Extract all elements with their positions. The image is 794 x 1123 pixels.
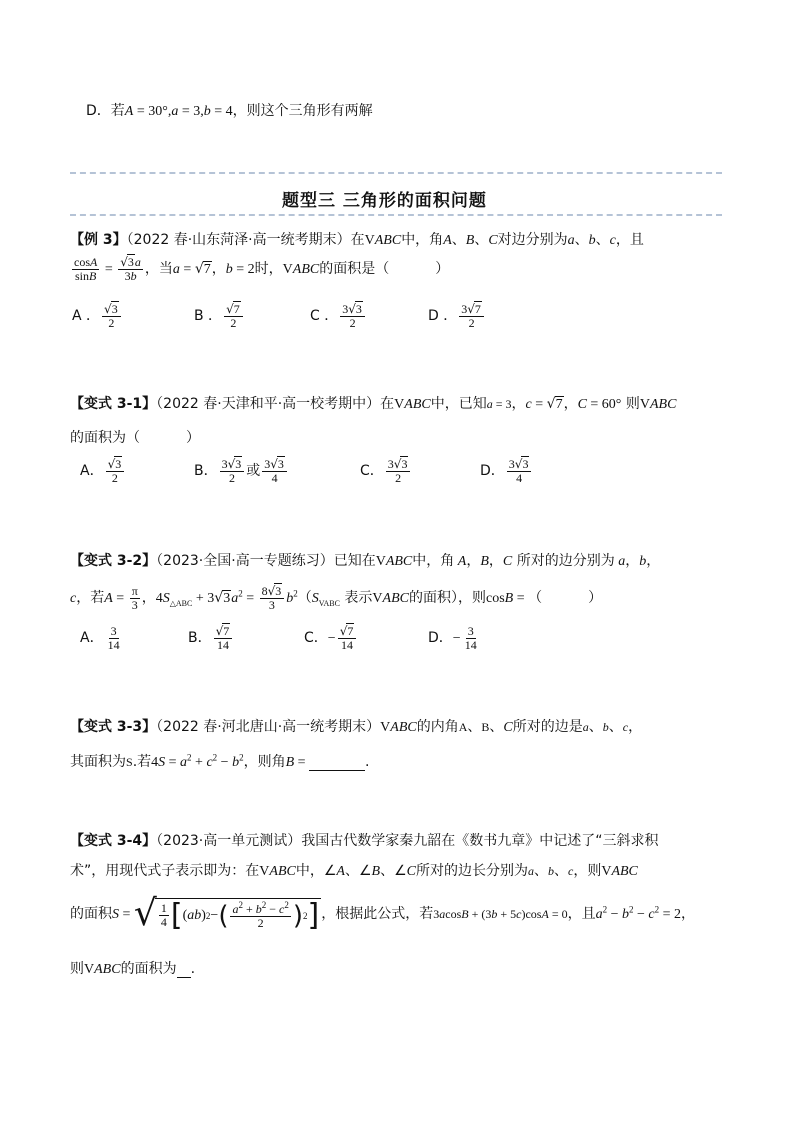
variant-3-2-line2: c，若A = $\frac{\pi}{3}$ ，$4S_{\triangle ABC} + 3√3a^2$ = $\frac{8√3}{3}$ $b^2(S_{VABC}$ 表示VABC的面积），则cosB = （ ） xyxy=(70,584,603,612)
variant-3-3-line1: 【变式 3-3】（2022 春·河北唐山·高一统考期末）VABC的内角A、B、C所对的边是a、b、c， xyxy=(70,719,643,735)
answer-blank[interactable] xyxy=(177,961,191,978)
variant-3-1-line1: 【变式 3-1】（2022 春·天津和平·高一校考期中）在VABC中，已知a = 3，c = √7，C = 60° 则VABC xyxy=(70,396,677,412)
variant-3-4-line4: 则VABC的面积为 . xyxy=(70,961,196,977)
variant-3-3-tag: 【变式 3-3】 xyxy=(70,719,157,735)
option-a: A． $\frac{√3}{2}$ xyxy=(80,458,126,484)
variant-3-4-line3: 的面积S = √ $\frac{1}{4}$ [ ( ab ) 2 − ( $\frac{a^2 + b^2 - c^2}{2}$ ) 2 ] ，根据此公式，若3acosB + (3b + 5c)cosA = 0，且$a^2 - b^2 - c^2 = 2$， xyxy=(70,893,696,934)
option-b: B． $\frac{√7}{14}$ xyxy=(188,625,234,651)
variant-3-2-line1: 【变式 3-2】（2023·全国·高一专题练习）已知在VABC中，角 A，B，C 所对的边分别为 a，b， xyxy=(70,553,661,569)
option-a: A ． $\frac{√3}{2}$ xyxy=(72,303,123,329)
option-a: A． $\frac{3}{14}$ xyxy=(80,624,120,652)
section-title: 题型三 三角形的面积问题 xyxy=(282,191,487,211)
variant-3-1-tag: 【变式 3-1】 xyxy=(70,396,157,412)
variant-3-1-line2: 的面积为（ ） xyxy=(70,430,200,446)
example-3-line2: $\frac{\cos A}{\sin B}$ = $\frac{√3a}{3b}$ ，当a = √7，b = 2时，VABC的面积是（ ） xyxy=(74,255,450,283)
answer-blank[interactable] xyxy=(309,754,365,771)
variant-3-4-tag: 【变式 3-4】 xyxy=(70,833,157,849)
option-c: C．− $\frac{√7}{14}$ xyxy=(304,625,358,651)
variant-3-2-tag: 【变式 3-2】 xyxy=(70,553,157,569)
variant-3-4-line2: 术”，用现代式子表示即为：在VABC中，∠A、∠B、∠C所对的边长分别为a、b、c，则VABC xyxy=(70,863,638,879)
variant-3-3-line2: 其面积为S.若$4S = a^2 + c^2 - b^2$，则角B = . xyxy=(70,752,370,770)
prev-option-d: D．若A = 30°,a = 3,b = 4，则这个三角形有两解 xyxy=(86,103,373,119)
option-d: D． $\frac{3√3}{4}$ xyxy=(480,458,533,484)
option-b: B． $\frac{3√3}{2}$ 或 $\frac{3√3}{4}$ xyxy=(194,458,289,484)
option-d: D．− $\frac{3}{14}$ xyxy=(428,624,477,652)
example-3-tag: 【例 3】 xyxy=(70,232,127,248)
variant-3-4-line1: 【变式 3-4】（2023·高一单元测试）我国古代数学家秦九韶在《数书九章》中记述了“三斜求积 xyxy=(70,833,659,849)
area-formula: √ $\frac{1}{4}$ [ ( ab ) 2 − ( $\frac{a^2 + b^2 - c^2}{2}$ ) 2 ] xyxy=(133,893,320,934)
divider-bottom xyxy=(70,214,722,216)
example-3-line1: 【例 3】（2022 春·山东菏泽·高一统考期末）在VABC中，角A、B、C对边分别为a、b、c，且 xyxy=(70,232,644,248)
divider-top xyxy=(70,172,722,174)
option-c: C ． $\frac{3√3}{2}$ xyxy=(310,303,367,329)
option-d: D ． $\frac{3√7}{2}$ xyxy=(428,303,486,329)
option-b: B ． $\frac{√7}{2}$ xyxy=(194,303,245,329)
option-c: C． $\frac{3√3}{2}$ xyxy=(360,458,412,484)
